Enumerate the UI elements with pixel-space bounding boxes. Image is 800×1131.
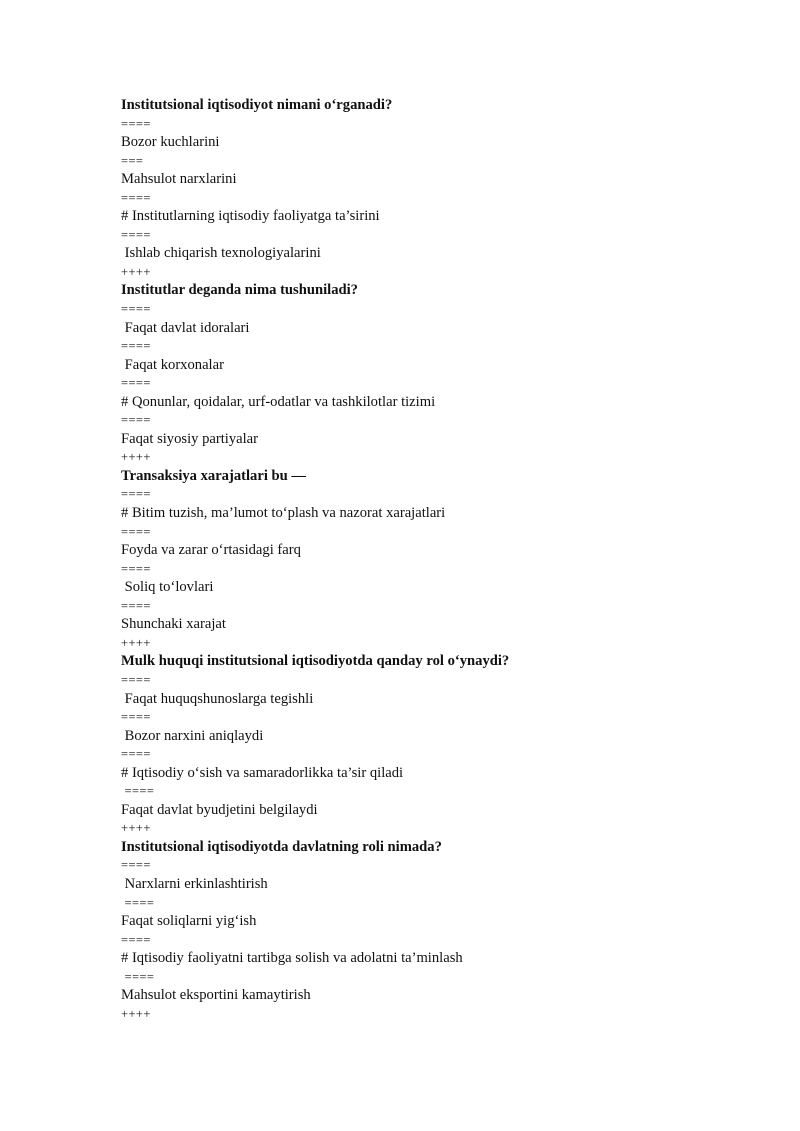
question-end-marker: ++++ — [121, 635, 151, 650]
option-separator: ==== — [121, 598, 151, 613]
answer-option: Faqat soliqlarni yig‘ish — [121, 913, 257, 930]
option-separator: ==== — [121, 487, 151, 502]
correct-answer-option: # Iqtisodiy o‘sish va samaradorlikka ta’sir qiladi — [121, 764, 404, 781]
answer-option: Shunchaki xarajat — [121, 616, 226, 633]
correct-answer-option: # Iqtisodiy faoliyatni tartibga solish va adolatni ta’minlash — [121, 950, 463, 967]
answer-option: Foyda va zarar o‘rtasidagi farq — [121, 542, 301, 559]
option-separator: ==== — [121, 561, 151, 576]
option-separator: ==== — [121, 190, 151, 205]
option-separator: ==== — [121, 413, 151, 428]
option-separator: ==== — [121, 376, 151, 391]
option-separator: ==== — [121, 227, 151, 242]
answer-option: Faqat davlat byudjetini belgilaydi — [121, 801, 318, 818]
answer-option: Mahsulot eksportini kamaytirish — [121, 987, 311, 1004]
question-end-marker: ++++ — [121, 450, 151, 465]
option-separator: ==== — [121, 524, 151, 539]
option-separator: ==== — [121, 895, 155, 910]
option-separator: ==== — [121, 969, 155, 984]
question-end-marker: ++++ — [121, 821, 151, 836]
option-separator: ==== — [121, 747, 151, 762]
question-heading: Institutlar deganda nima tushuniladi? — [121, 282, 358, 299]
question-heading: Transaksiya xarajatlari bu — — [121, 467, 307, 484]
answer-option: Faqat huquqshunoslarga tegishli — [121, 690, 314, 707]
document-page — [121, 96, 741, 1023]
answer-option: Faqat siyosiy partiyalar — [121, 430, 258, 447]
correct-answer-option: # Qonunlar, qoidalar, urf-odatlar va tashkilotlar tizimi — [121, 393, 436, 410]
answer-option: Bozor kuchlarini — [121, 134, 220, 151]
answer-option: Bozor narxini aniqlaydi — [121, 727, 264, 744]
option-separator: ==== — [121, 858, 151, 873]
answer-option: Narxlarni erkinlashtirish — [121, 875, 268, 892]
answer-option: Soliq to‘lovlari — [121, 579, 214, 596]
option-separator: ==== — [121, 116, 151, 131]
correct-answer-option: # Institutlarning iqtisodiy faoliyatga ta’sirini — [121, 208, 380, 225]
answer-option: Ishlab chiqarish texnologiyalarini — [121, 245, 321, 262]
option-separator: ==== — [121, 784, 155, 799]
option-separator: ==== — [121, 672, 151, 687]
option-separator: ==== — [121, 302, 151, 317]
option-separator: ==== — [121, 932, 151, 947]
question-heading: Institutsional iqtisodiyot nimani o‘rganadi? — [121, 97, 393, 113]
correct-answer-option: # Bitim tuzish, ma’lumot to‘plash va nazorat xarajatlari — [121, 505, 446, 522]
question-end-marker: ++++ — [121, 264, 151, 279]
option-separator: ==== — [121, 710, 151, 725]
option-separator: === — [121, 153, 144, 168]
answer-option: Faqat davlat idoralari — [121, 319, 250, 336]
question-heading: Institutsional iqtisodiyotda davlatning roli nimada? — [121, 838, 442, 855]
answer-option: Faqat korxonalar — [121, 356, 224, 373]
option-separator: ==== — [121, 339, 151, 354]
question-heading: Mulk huquqi institutsional iqtisodiyotda qanday rol o‘ynaydi? — [121, 653, 510, 670]
question-end-marker: ++++ — [121, 1006, 151, 1021]
answer-option: Mahsulot narxlarini — [121, 171, 237, 188]
